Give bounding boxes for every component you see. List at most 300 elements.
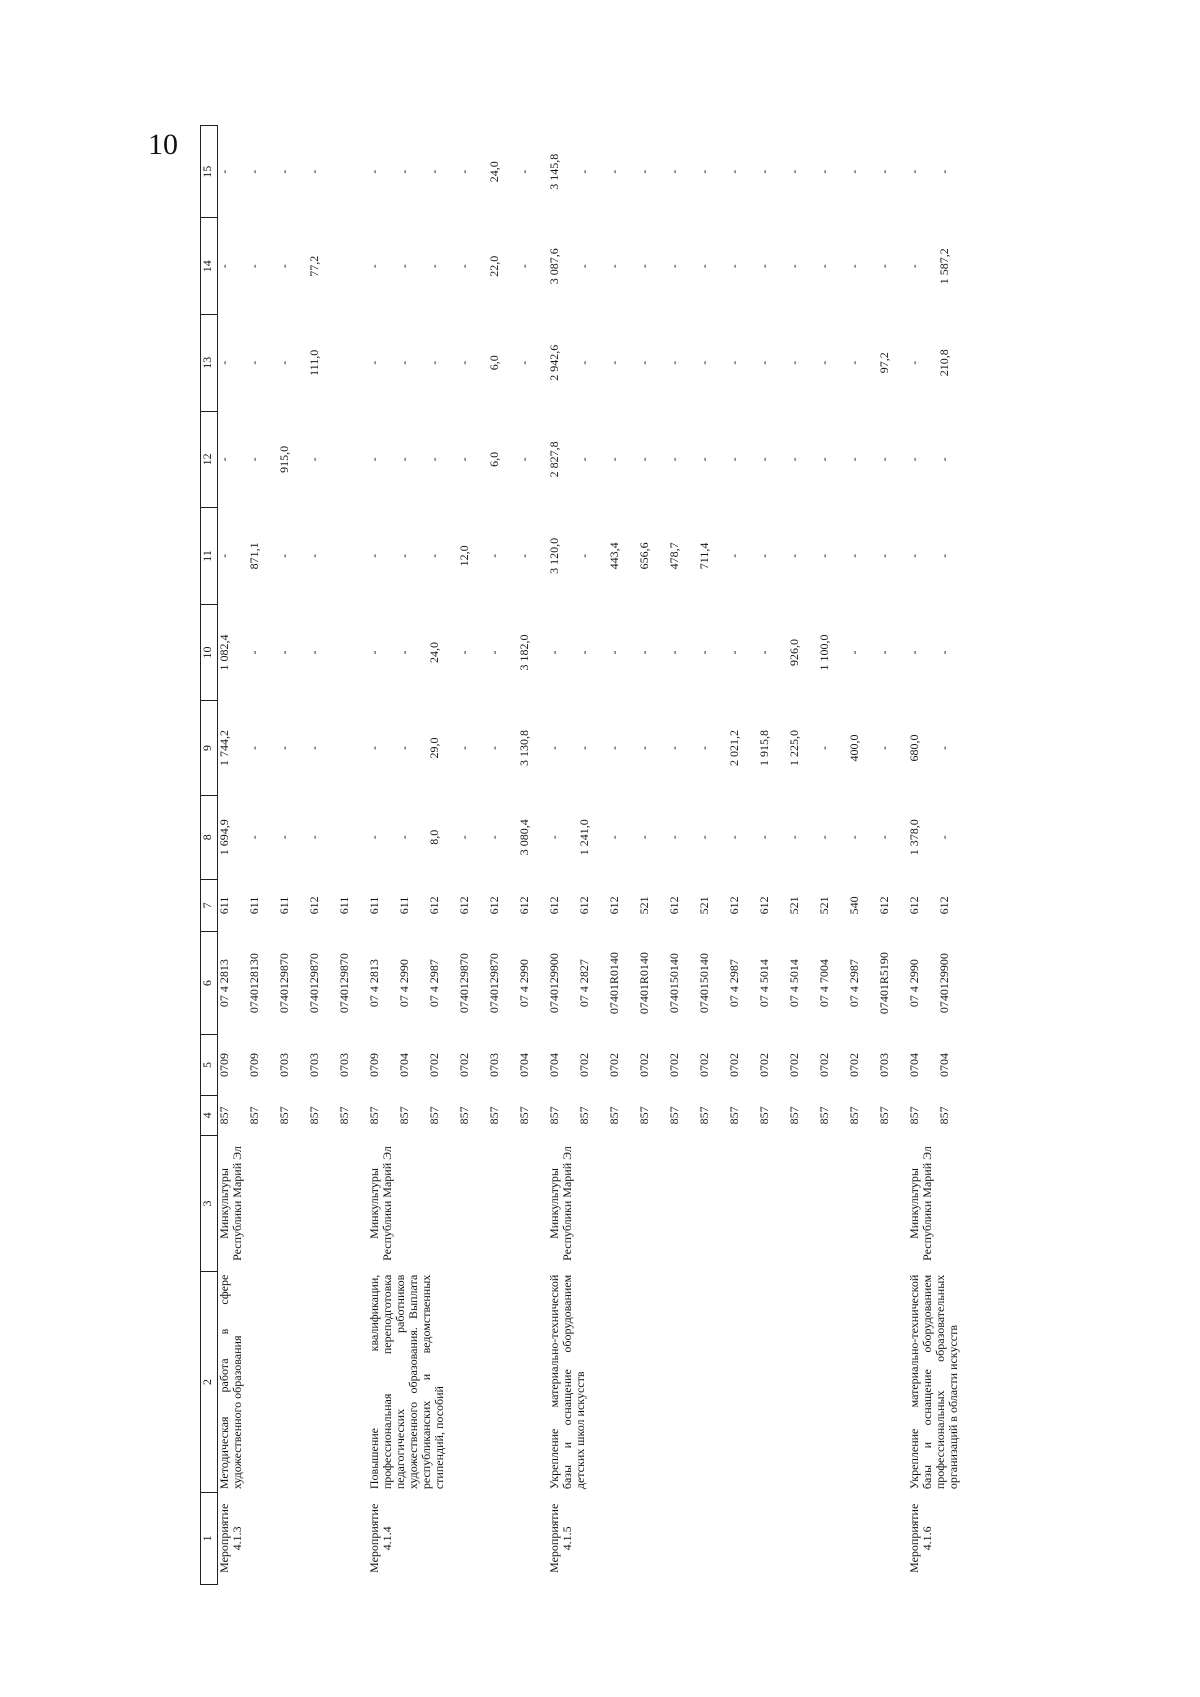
table-cell: 611 [367, 896, 381, 915]
table-cell: 521 [817, 896, 831, 915]
table-cell: 857 [517, 1106, 531, 1125]
table-cell: 1 225,0 [787, 730, 801, 766]
table-cell: 521 [787, 896, 801, 915]
table-cell: 857 [637, 1106, 651, 1125]
table-cell: - [697, 746, 711, 750]
col-header: 3 [201, 1135, 218, 1271]
table-cell: 0704 [397, 1052, 411, 1077]
table-cell: - [937, 457, 951, 462]
table-cell: 1 082,4 [217, 634, 231, 671]
table-cell: - [697, 264, 711, 269]
table-cell: 857 [427, 1106, 441, 1125]
table-cell: - [577, 360, 591, 365]
table-cell: - [757, 553, 771, 558]
table-cell: 0704 [517, 1052, 531, 1077]
table-cell: 0709 [367, 1052, 381, 1077]
table-cell: 0740150140 [667, 953, 681, 1014]
table-cell: - [307, 835, 321, 840]
table-cell: 0702 [757, 1052, 771, 1077]
table-cell: 0702 [787, 1052, 801, 1077]
col-header: 14 [201, 218, 218, 315]
table-cell: 2 827,8 [547, 441, 561, 478]
table-cell: 400,0 [847, 734, 861, 762]
table-cell: - [397, 650, 411, 655]
table-cell: - [217, 264, 231, 269]
table-cell: - [367, 264, 381, 269]
responsible-org: Минкультуры Республики Марий Эл [367, 1146, 394, 1261]
table-cell [338, 795, 368, 879]
table-cell: - [367, 360, 381, 365]
table-cell: - [487, 553, 501, 558]
table-cell: 857 [787, 1106, 801, 1125]
table-cell: - [637, 169, 651, 174]
table-cell: - [217, 360, 231, 365]
table-cell: 0702 [817, 1052, 831, 1077]
table-cell: - [817, 264, 831, 269]
table-cell: 0703 [277, 1052, 291, 1077]
table-cell: 0740129900 [937, 953, 951, 1014]
table-cell: - [667, 650, 681, 655]
table-cell: - [847, 264, 861, 269]
responsible-org: Минкультуры Республики Марий Эл [547, 1146, 574, 1261]
table-cell: - [517, 553, 531, 558]
table-cell: 857 [667, 1106, 681, 1125]
table-cell: - [457, 835, 471, 840]
table-cell: 2 021,2 [727, 730, 741, 766]
table-cell: - [697, 169, 711, 174]
table-cell: - [427, 360, 441, 365]
table-cell: - [787, 835, 801, 840]
table-cell: - [607, 264, 621, 269]
table-body [218, 126, 969, 1585]
table-cell: - [847, 360, 861, 365]
table-cell: 0702 [637, 1052, 651, 1077]
table-cell: 07 4 2990 [397, 959, 411, 1008]
table-cell: 1 744,2 [217, 730, 231, 766]
table-cell: 612 [457, 896, 471, 915]
table-cell: 1 241,0 [577, 819, 591, 856]
table-cell: 77,2 [307, 255, 321, 277]
table-cell: - [727, 553, 741, 558]
table-cell: 07 4 2990 [517, 959, 531, 1008]
table-cell: - [757, 264, 771, 269]
table-cell: - [577, 169, 591, 174]
table-cell: 6,0 [487, 355, 501, 371]
table-cell: 0702 [727, 1052, 741, 1077]
table-cell: - [427, 457, 441, 462]
table-cell: 07401R5190 [877, 952, 891, 1015]
table-cell: - [637, 264, 651, 269]
table-cell: 24,0 [427, 641, 441, 663]
table-cell: 0702 [697, 1052, 711, 1077]
table-cell: - [787, 360, 801, 365]
table-cell: 611 [337, 896, 351, 915]
table-cell: - [367, 553, 381, 558]
table-cell: 0740129870 [457, 953, 471, 1014]
table-cell: 857 [487, 1106, 501, 1125]
table-cell: 3 080,4 [517, 819, 531, 856]
table-cell: - [817, 553, 831, 558]
table-cell: - [457, 650, 471, 655]
header-row [201, 126, 218, 1585]
col-header: 1 [201, 1492, 218, 1584]
table-cell: 07401R0140 [607, 952, 621, 1015]
table-cell: - [607, 360, 621, 365]
table-row [908, 126, 938, 1585]
table-cell: - [667, 835, 681, 840]
table-cell: 3 182,0 [517, 634, 531, 671]
table-cell: 612 [517, 896, 531, 915]
table-cell: - [847, 457, 861, 462]
table-cell: - [307, 650, 321, 655]
event-name: Повышение квалификации, профессиональная переподготовка педагогических работников художественного образования. Выплата республиканских и ведомственных стипендий, пособий [367, 1274, 446, 1490]
table-cell: 0740128130 [247, 953, 261, 1014]
table-cell: - [637, 457, 651, 462]
table-cell: - [217, 457, 231, 462]
table-cell: - [217, 553, 231, 558]
col-header: 11 [201, 508, 218, 605]
table-cell: - [247, 169, 261, 174]
table-cell: 24,0 [487, 161, 501, 183]
table-cell: - [217, 169, 231, 174]
table-cell: - [877, 169, 891, 174]
table-cell: - [457, 746, 471, 750]
col-header: 12 [201, 411, 218, 508]
table-cell: - [247, 264, 261, 269]
table-cell: 0709 [217, 1052, 231, 1077]
table-cell: 871,1 [247, 542, 261, 570]
table-cell: 07401R0140 [637, 952, 651, 1015]
table-cell: - [487, 746, 501, 750]
table-cell: 07 4 5014 [757, 959, 771, 1008]
col-header: 5 [201, 1035, 218, 1096]
table-cell: 0703 [487, 1052, 501, 1077]
table-cell: - [937, 746, 951, 750]
table-cell: 0740129900 [547, 953, 561, 1014]
table-cell: - [277, 360, 291, 365]
table-cell: - [817, 457, 831, 462]
table-cell: 612 [667, 896, 681, 915]
table-cell: - [277, 835, 291, 840]
table-cell: 857 [307, 1106, 321, 1125]
table-cell: - [277, 650, 291, 655]
table-cell: 711,4 [697, 542, 711, 570]
table-cell: - [697, 457, 711, 462]
col-header: 9 [201, 701, 218, 795]
table-cell: - [457, 169, 471, 174]
table-cell: - [937, 650, 951, 655]
table-cell: - [517, 264, 531, 269]
table-cell: 0709 [247, 1052, 261, 1077]
table-cell: - [637, 835, 651, 840]
table-cell: 612 [937, 896, 951, 915]
table-cell: - [907, 169, 921, 174]
table-cell: - [367, 169, 381, 174]
table-cell: - [697, 835, 711, 840]
table-cell: 611 [397, 896, 411, 915]
table-cell: 857 [937, 1106, 951, 1125]
col-header: 13 [201, 315, 218, 412]
table-cell: - [877, 746, 891, 750]
table-cell: - [397, 746, 411, 750]
table-cell: - [487, 835, 501, 840]
table-cell: - [667, 264, 681, 269]
table-cell [338, 701, 368, 795]
table-cell: - [877, 835, 891, 840]
table-cell: - [667, 169, 681, 174]
table-cell: 07 4 2813 [217, 959, 231, 1008]
table-cell: - [547, 746, 561, 750]
table-cell: 656,6 [637, 542, 651, 570]
table-cell [338, 126, 368, 218]
col-header: 7 [201, 879, 218, 931]
table-cell: - [937, 553, 951, 558]
table-cell: - [727, 457, 741, 462]
table-cell [338, 411, 368, 508]
table-cell: 915,0 [277, 445, 291, 473]
col-header: 8 [201, 795, 218, 879]
table-cell: - [847, 835, 861, 840]
table-cell: - [517, 360, 531, 365]
table-cell: - [427, 264, 441, 269]
table-cell: 857 [547, 1106, 561, 1125]
table-cell: - [847, 553, 861, 558]
event-code: Мероприятие 4.1.6 [907, 1503, 934, 1573]
table-cell: - [817, 746, 831, 750]
table-cell: - [697, 650, 711, 655]
table-cell: - [397, 264, 411, 269]
table-cell: 1 915,8 [757, 730, 771, 766]
table-cell: - [547, 650, 561, 655]
table-cell: - [787, 264, 801, 269]
table-cell: - [727, 264, 741, 269]
table-cell: 857 [847, 1106, 861, 1125]
table-cell: - [847, 650, 861, 655]
table-cell: - [907, 553, 921, 558]
table-cell: 97,2 [877, 352, 891, 374]
table-cell [338, 218, 368, 315]
table-cell: 07 4 2827 [577, 959, 591, 1008]
table-cell: - [427, 553, 441, 558]
table-cell: 478,7 [667, 542, 681, 570]
table-cell: 0740129870 [277, 953, 291, 1014]
table-cell: - [727, 835, 741, 840]
table-cell: 612 [727, 896, 741, 915]
table-cell [338, 508, 368, 605]
table-cell: 612 [607, 896, 621, 915]
table-cell: - [667, 360, 681, 365]
table-cell: - [367, 650, 381, 655]
table-cell: - [637, 360, 651, 365]
table-cell: - [457, 264, 471, 269]
table-cell: - [367, 457, 381, 462]
table-cell: 111,0 [307, 349, 321, 376]
table-cell: 857 [277, 1106, 291, 1125]
table-cell: 611 [277, 896, 291, 915]
table-cell: 540 [847, 896, 861, 915]
table-cell: - [457, 457, 471, 462]
table-cell: 3 145,8 [547, 153, 561, 190]
table-cell: - [817, 169, 831, 174]
table-cell: 857 [697, 1106, 711, 1125]
table-cell: - [397, 457, 411, 462]
table-cell: - [877, 553, 891, 558]
responsible-org: Минкультуры Республики Марий Эл [907, 1146, 934, 1261]
table-cell: 612 [427, 896, 441, 915]
table-cell: - [307, 746, 321, 750]
table-cell: 857 [727, 1106, 741, 1125]
table-cell: - [907, 650, 921, 655]
table-cell: - [457, 360, 471, 365]
col-header: 2 [201, 1272, 218, 1492]
table-cell: 0704 [547, 1052, 561, 1077]
table-cell: 0702 [847, 1052, 861, 1077]
table-cell: 857 [217, 1106, 231, 1125]
table-cell: 07 4 7004 [817, 959, 831, 1008]
table-cell: - [577, 264, 591, 269]
table-cell: - [877, 457, 891, 462]
table-cell: 0703 [337, 1052, 351, 1077]
table-cell: - [607, 650, 621, 655]
table-cell: 12,0 [457, 545, 471, 567]
rotated-table-container [200, 125, 1000, 1585]
table-cell: - [607, 169, 621, 174]
table-cell: 210,8 [937, 349, 951, 377]
table-cell: 0702 [427, 1052, 441, 1077]
table-cell: 612 [577, 896, 591, 915]
table-cell: 1 378,0 [907, 819, 921, 856]
table-cell: 3 130,8 [517, 730, 531, 766]
table-cell: - [367, 746, 381, 750]
table-cell: - [757, 835, 771, 840]
table-cell: - [517, 457, 531, 462]
table-cell: 0703 [307, 1052, 321, 1077]
table-cell: 926,0 [787, 638, 801, 666]
event-code: Мероприятие 4.1.5 [547, 1503, 574, 1573]
table-cell: - [427, 169, 441, 174]
table-cell: 07 4 2813 [367, 959, 381, 1008]
table-cell: - [787, 553, 801, 558]
table-cell: 0740129870 [337, 953, 351, 1014]
table-cell: - [247, 746, 261, 750]
col-header: 4 [201, 1095, 218, 1135]
table-cell: - [247, 457, 261, 462]
budget-table [200, 125, 968, 1585]
table-cell [338, 315, 368, 412]
table-cell: 0740150140 [697, 953, 711, 1014]
table-cell: 3 087,6 [547, 248, 561, 285]
table-cell: 07 4 2987 [727, 959, 741, 1008]
event-code: Мероприятие 4.1.3 [217, 1503, 244, 1573]
table-cell: 07 4 2987 [847, 959, 861, 1008]
table-cell: 521 [697, 896, 711, 915]
table-cell: - [757, 360, 771, 365]
table-cell: - [787, 169, 801, 174]
table-cell: 0704 [937, 1052, 951, 1077]
table-cell: 2 942,6 [547, 344, 561, 381]
table-cell: - [277, 169, 291, 174]
table-cell: - [577, 553, 591, 558]
table-row [368, 126, 398, 1585]
table-cell: 612 [307, 896, 321, 915]
table-cell: 680,0 [907, 734, 921, 762]
table-cell: 857 [247, 1106, 261, 1125]
table-cell: 1 694,9 [217, 819, 231, 856]
responsible-org: Минкультуры Республики Марий Эл [217, 1146, 244, 1261]
event-code: Мероприятие 4.1.4 [367, 1503, 394, 1573]
table-cell: - [757, 457, 771, 462]
table-cell: - [637, 650, 651, 655]
table-cell: - [307, 457, 321, 462]
table-cell: 0703 [877, 1052, 891, 1077]
table-cell: 07 4 5014 [787, 959, 801, 1008]
table-cell: 07 4 2987 [427, 959, 441, 1008]
table-cell: 612 [487, 896, 501, 915]
table-cell: 0740129870 [307, 953, 321, 1014]
event-name: Укрепление материально-технической базы и оснащение оборудованием детских школ искусств [547, 1274, 587, 1490]
table-cell: 3 120,0 [547, 537, 561, 574]
table-cell [338, 604, 368, 701]
table-cell: - [907, 457, 921, 462]
table-row [548, 126, 578, 1585]
table-cell: 857 [607, 1106, 621, 1125]
table-cell: - [877, 650, 891, 655]
table-cell: 8,0 [427, 829, 441, 845]
table-cell: - [277, 264, 291, 269]
table-cell: 612 [757, 896, 771, 915]
table-cell: - [907, 264, 921, 269]
table-cell: 611 [217, 896, 231, 915]
table-cell: - [667, 746, 681, 750]
table-cell: 857 [577, 1106, 591, 1125]
table-cell: - [907, 360, 921, 365]
table-cell: - [727, 650, 741, 655]
table-cell: 0704 [907, 1052, 921, 1077]
table-cell: - [577, 650, 591, 655]
table-cell: - [307, 169, 321, 174]
table-cell: - [697, 360, 711, 365]
table-cell: - [577, 457, 591, 462]
table-cell: 857 [757, 1106, 771, 1125]
table-cell: - [247, 360, 261, 365]
table-cell: - [547, 835, 561, 840]
table-cell: 1 587,2 [937, 248, 951, 285]
col-header: 10 [201, 604, 218, 701]
table-cell: - [667, 457, 681, 462]
table-cell: - [607, 457, 621, 462]
table-cell: - [757, 650, 771, 655]
col-header: 6 [201, 932, 218, 1035]
table-cell: 6,0 [487, 451, 501, 467]
event-name: Методическая работа в сфере художественного образования [217, 1274, 244, 1490]
table-cell: - [517, 169, 531, 174]
table-cell: - [817, 360, 831, 365]
table-cell: 29,0 [427, 737, 441, 759]
table-cell: 612 [907, 896, 921, 915]
table-cell: 0702 [577, 1052, 591, 1077]
table-cell: 857 [337, 1106, 351, 1125]
table-cell: - [787, 457, 801, 462]
table-cell: - [367, 835, 381, 840]
table-cell: - [397, 169, 411, 174]
table-cell: 0740129870 [487, 953, 501, 1014]
table-cell: 07 4 2990 [907, 959, 921, 1008]
table-cell: 612 [547, 896, 561, 915]
table-cell: 857 [877, 1106, 891, 1125]
table-row [218, 126, 249, 1585]
table-cell: - [247, 835, 261, 840]
table-cell: - [847, 169, 861, 174]
